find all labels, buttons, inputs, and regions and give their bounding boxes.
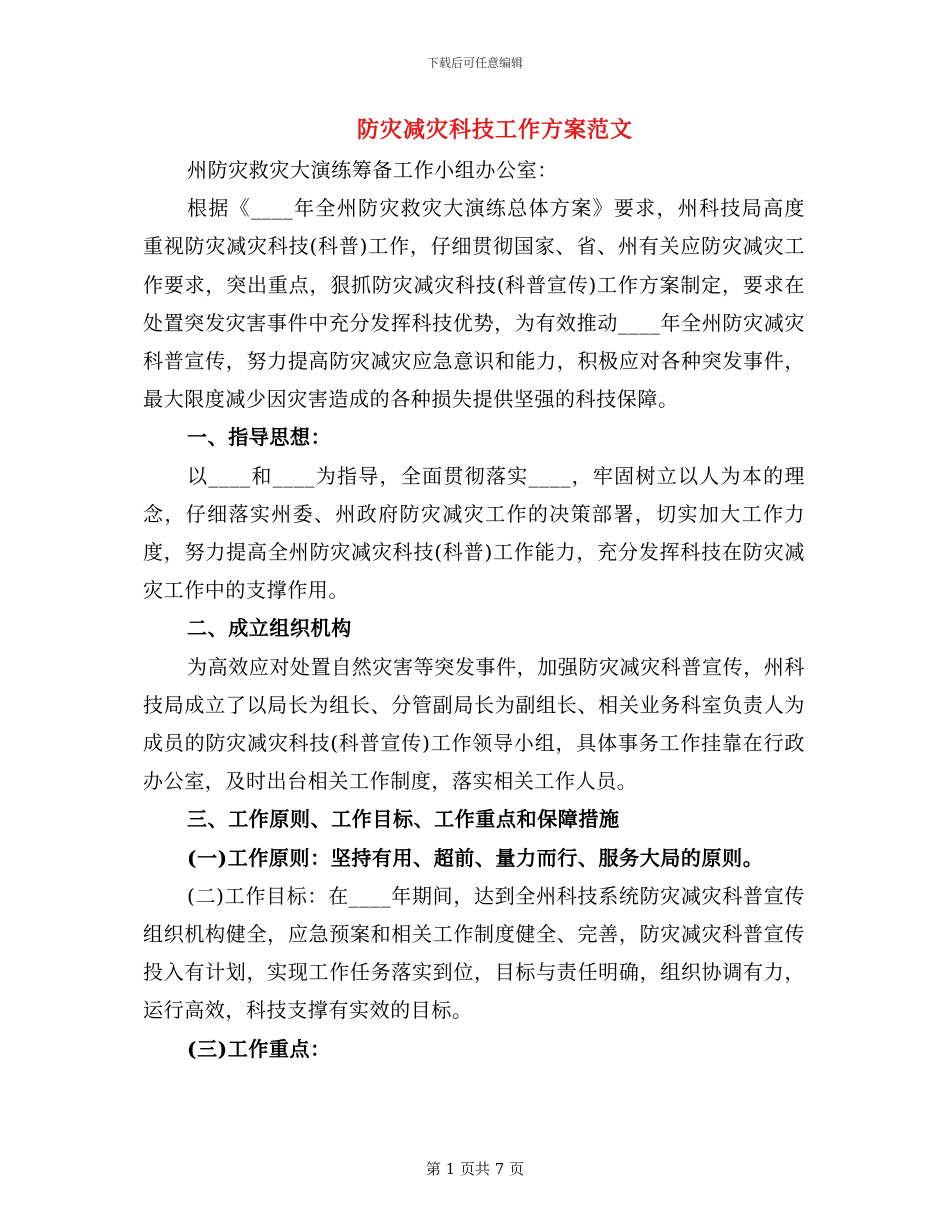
paragraph-intro: 根据《____年全州防灾救灾大演练总体方案》要求，州科技局高度重视防灾减灾科技(科普)工作，仔细贯彻国家、省、州有关应防灾减灾工作要求，突出重点，狠抓防灾减灾科技(科普宣传)工作方案制定，要求在处置突发灾害事件中充分发挥科技优势，为有效推动____年全州防灾减灾科普宣传，努力提高防灾减灾应急意识和能力，积极应对各种突发事件，最大限度减少因灾害造成的各种损失提供坚强的科技保障。 — [143, 196, 805, 412]
paragraph-work-goals: (二)工作目标：在____年期间，达到全州科技系统防灾减灾科普宣传组织机构健全，应急预案和相关工作制度健全、完善，防灾减灾科普宣传投入有计划，实现工作任务落实到位，目标与责任明确，组织协调有力，运行高效，科技支撑有实效的目标。 — [143, 883, 805, 1023]
subheading-work-focus: (三)工作重点： — [187, 1036, 331, 1061]
page-footer: 第 1 页共 7 页 — [425, 1160, 525, 1178]
paragraph-guiding-ideology: 以____和____为指导，全面贯彻落实____，牢固树立以人为本的理念，仔细落实州委、州政府防灾减灾工作的决策部署，切实加大工作力度，努力提高全州防灾减灾科技(科普)工作能力，充分发挥科技在防灾减灾工作中的支撑作用。 — [143, 463, 805, 603]
document-title: 防灾减灾科技工作方案范文 — [356, 117, 633, 143]
document-body — [143, 151, 805, 1068]
heading-work-principles: 三、工作原则、工作目标、工作重点和保障措施 — [187, 807, 620, 832]
subheading-principles: (一)工作原则：坚持有用、超前、量力而行、服务大局的原则。 — [187, 845, 764, 870]
heading-organization: 二、成立组织机构 — [187, 616, 352, 641]
salutation: 州防灾救灾大演练筹备工作小组办公室： — [187, 158, 558, 182]
heading-guiding-ideology: 一、指导思想： — [187, 425, 332, 450]
header-note: 下载后可任意编辑 — [426, 56, 523, 70]
paragraph-organization: 为高效应对处置自然灾害等突发事件，加强防灾减灾科普宣传，州科技局成立了以局长为组长、分管副局长为副组长、相关业务科室负责人为成员的防灾减灾科技(科普宣传)工作领导小组，具体事务工作挂靠在行政办公室，及时出台相关工作制度，落实相关工作人员。 — [143, 654, 805, 794]
